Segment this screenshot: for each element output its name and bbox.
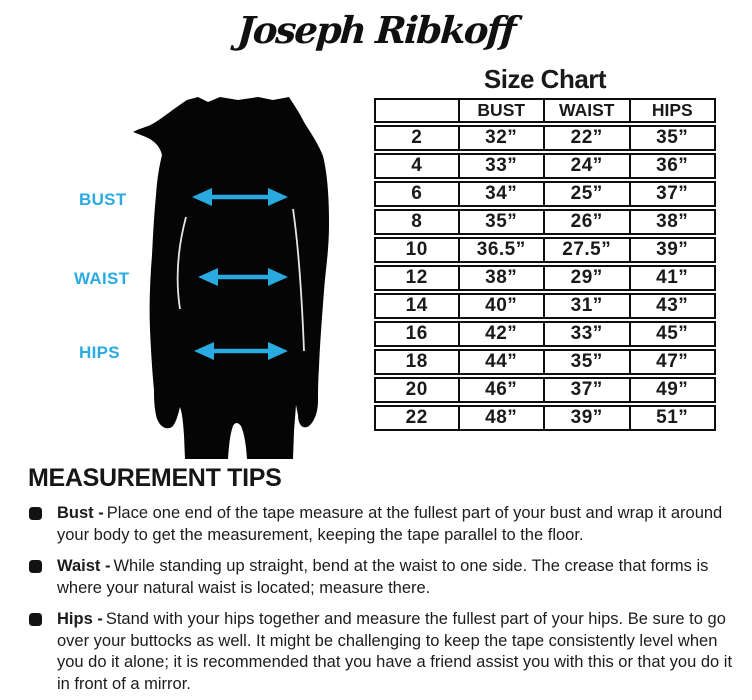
- tip-item-waist: [26, 556, 742, 599]
- waist-cell: 26”: [545, 209, 631, 235]
- table-row: [374, 181, 716, 207]
- bust-cell: 44”: [460, 349, 546, 375]
- table-row: [374, 405, 716, 431]
- tip-item-bust: [26, 503, 742, 546]
- bust-cell: 32”: [460, 125, 546, 151]
- tip-text: While standing up straight, bend at the waist to one side. The crease that forms is where your natural waist is located; measure there.: [57, 557, 709, 597]
- hips-cell: 35”: [631, 125, 717, 151]
- column-header-size: [374, 98, 460, 123]
- column-header-waist: WAIST: [545, 98, 631, 123]
- hips-measure-label: HIPS: [79, 343, 120, 362]
- tip-text: Stand with your hips together and measure the fullest part of your hips. Be sure to go over your buttocks as well. It might be challenging to keep the tape consistently level when you do it alone; it is recommended that you have a friend assist you with this or that you do it in front of a mirror.: [57, 610, 733, 693]
- waist-measure-label: WAIST: [74, 269, 130, 288]
- column-header-bust: BUST: [460, 98, 546, 123]
- waist-cell: 29”: [545, 265, 631, 291]
- waist-cell: 37”: [545, 377, 631, 403]
- hips-cell: 39”: [631, 237, 717, 263]
- bust-cell: 40”: [460, 293, 546, 319]
- tips-heading: MEASUREMENT TIPS: [28, 464, 282, 492]
- table-row: [374, 265, 716, 291]
- size-cell: 2: [374, 125, 460, 151]
- tip-item-hips: [26, 609, 742, 695]
- tip-text: Place one end of the tape measure at the fullest part of your bust and wrap it around your body to get the measurement, keeping the tape parallel to the floor.: [57, 504, 723, 544]
- waist-cell: 39”: [545, 405, 631, 431]
- bust-cell: 35”: [460, 209, 546, 235]
- bust-cell: 33”: [460, 153, 546, 179]
- tip-term: Hips -: [57, 610, 103, 628]
- size-cell: 8: [374, 209, 460, 235]
- hips-cell: 37”: [631, 181, 717, 207]
- bust-cell: 34”: [460, 181, 546, 207]
- table-row: [374, 293, 716, 319]
- hips-cell: 49”: [631, 377, 717, 403]
- tip-term: Waist -: [57, 557, 111, 575]
- hips-cell: 36”: [631, 153, 717, 179]
- size-cell: 6: [374, 181, 460, 207]
- bust-cell: 36.5”: [460, 237, 546, 263]
- size-cell: 22: [374, 405, 460, 431]
- measurement-tips-section: [26, 464, 742, 700]
- waist-cell: 27.5”: [545, 237, 631, 263]
- square-bullet-icon: [29, 560, 42, 573]
- table-row: [374, 349, 716, 375]
- hips-cell: 47”: [631, 349, 717, 375]
- size-cell: 16: [374, 321, 460, 347]
- waist-cell: 35”: [545, 349, 631, 375]
- bust-cell: 42”: [460, 321, 546, 347]
- table-row: [374, 209, 716, 235]
- bust-cell: 46”: [460, 377, 546, 403]
- waist-cell: 33”: [545, 321, 631, 347]
- hips-cell: 45”: [631, 321, 717, 347]
- size-chart-title: Size Chart: [483, 64, 607, 94]
- waist-cell: 22”: [545, 125, 631, 151]
- bust-cell: 38”: [460, 265, 546, 291]
- brand-logo: Joseph Ribkoff: [235, 8, 517, 52]
- table-row: [374, 153, 716, 179]
- table-row: [374, 125, 716, 151]
- square-bullet-icon: [29, 613, 42, 626]
- waist-cell: 24”: [545, 153, 631, 179]
- size-cell: 10: [374, 237, 460, 263]
- hips-cell: 38”: [631, 209, 717, 235]
- size-cell: 14: [374, 293, 460, 319]
- body-silhouette: [128, 95, 352, 461]
- column-header-hips: HIPS: [631, 98, 717, 123]
- size-cell: 4: [374, 153, 460, 179]
- table-header-row: [374, 98, 716, 123]
- size-cell: 20: [374, 377, 460, 403]
- table-row: [374, 237, 716, 263]
- hips-cell: 43”: [631, 293, 717, 319]
- hips-cell: 51”: [631, 405, 717, 431]
- waist-cell: 25”: [545, 181, 631, 207]
- size-chart-table: [374, 96, 716, 433]
- square-bullet-icon: [29, 507, 42, 520]
- bust-cell: 48”: [460, 405, 546, 431]
- hips-cell: 41”: [631, 265, 717, 291]
- size-cell: 12: [374, 265, 460, 291]
- tip-term: Bust -: [57, 504, 104, 522]
- size-cell: 18: [374, 349, 460, 375]
- waist-cell: 31”: [545, 293, 631, 319]
- table-row: [374, 321, 716, 347]
- table-row: [374, 377, 716, 403]
- bust-measure-label: BUST: [79, 190, 127, 209]
